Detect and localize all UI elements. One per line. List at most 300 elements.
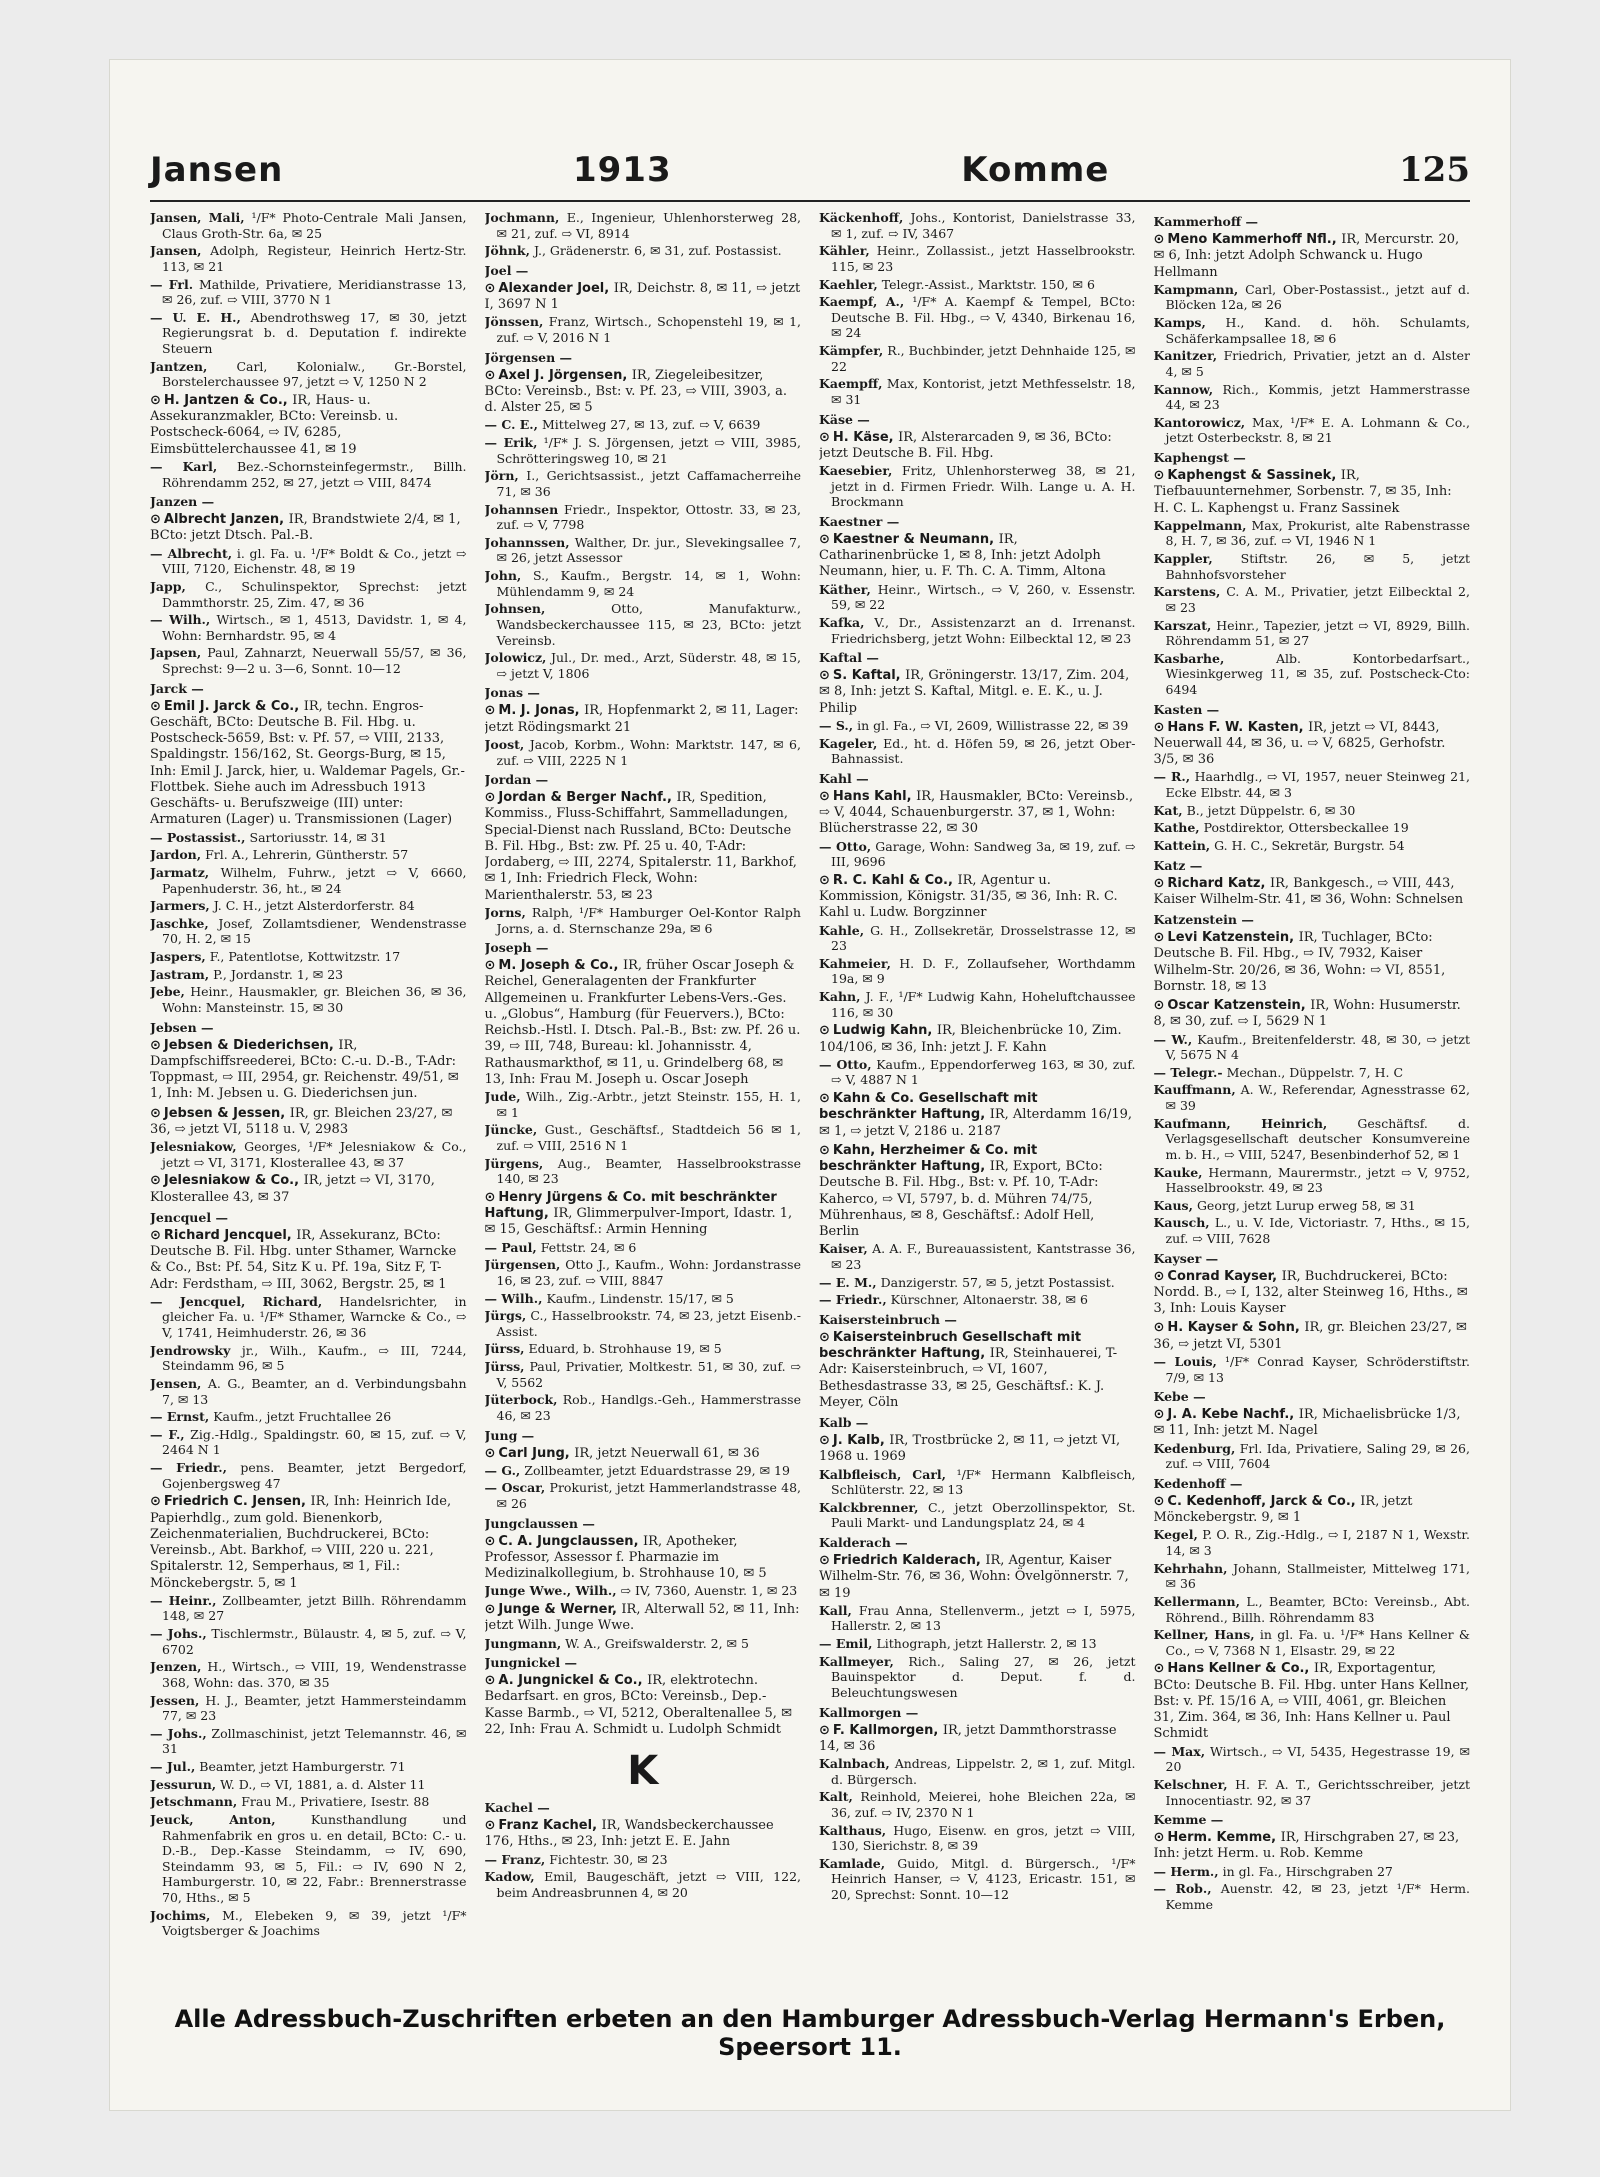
entry-name: Kaempff, bbox=[819, 376, 883, 392]
directory-entry bbox=[150, 1659, 467, 1690]
entry-text: Heinr., Tapezier, jetzt ⇨ VI, 8929, Billh. Röhrendamm 51, ✉ 27 bbox=[1165, 617, 1470, 649]
entry-name: Kaesebier, bbox=[819, 463, 893, 478]
entry-text: Zig.-Hdlg., Spaldingstr. 60, ✉ 15, zuf. ⇨ V, 2464 N 1 bbox=[162, 1426, 467, 1458]
entry-name: M. J. Jonas, bbox=[498, 703, 580, 719]
directory-entry bbox=[150, 865, 467, 896]
firm-marker-icon: ⊙ bbox=[150, 1227, 161, 1243]
entry-name: Kahn & Co. Gesellschaft mit beschränkter Haftung, bbox=[819, 1091, 1038, 1123]
firm-marker-icon: ⊙ bbox=[819, 1091, 830, 1106]
entry-name: Franz Kachel, bbox=[498, 1818, 598, 1834]
entry-name: — Otto, bbox=[819, 1056, 872, 1072]
firm-marker-icon: ⊙ bbox=[819, 1329, 830, 1345]
entry-name: Kappler, bbox=[1153, 551, 1213, 566]
entry-name: — G., bbox=[484, 1462, 521, 1478]
entry-text: ⇨ IV, 7360, Auenstr. 1, ✉ 23 bbox=[620, 1583, 798, 1599]
entry-text: IR, Exportagentur, BCto: Deutsche B. Fil. Hbg. unter Hans Kellner, Bst: v. Pf. 15/16 A, ⇨ VIII, 4061, gr. Bleichen 31, Zim. 364, ✉ 36, Inh: Hans Kellner u. Paul Schmidt bbox=[1153, 1661, 1469, 1742]
entry-text: Johann, Stallmeister, Mittelweg 171, ✉ 36 bbox=[1165, 1560, 1470, 1592]
directory-entry bbox=[819, 923, 1136, 954]
entry-text: Fritz, Uhlenhorsterweg 38, ✉ 21, jetzt in d. Firmen Friedr. Wilh. Lange u. A. H. Brockmann bbox=[831, 463, 1136, 510]
directory-entry bbox=[150, 984, 467, 1015]
entry-text: H., Wirtsch., ⇨ VIII, 19, Wendenstrasse 368, Wohn: das. 370, ✉ 35 bbox=[162, 1659, 467, 1690]
entry-name: H. Jantzen & Co., bbox=[163, 392, 288, 408]
firm-entry bbox=[1154, 720, 1471, 769]
entry-text: Sartoriusstr. 14, ✉ 31 bbox=[249, 829, 387, 845]
entry-text: IR, Spedition, Kommiss., Fluss-Schiffahrt, Sammelladungen, Special-Dienst nach Russland, BCto: Deutsche B. Fil. Hbg., Bst: zw. Pf. 25 u. 40, T-Adr: Jordaberg, ⇨ III, 2274, Spitalerstr. 11, Barkhof, ✉ 1, Inh: Friedrich Fleck, Wohn: Marienthalerstr. 53, ✉ 23 bbox=[484, 790, 797, 903]
entry-text: ¹/F* J. S. Jörgensen, jetzt ⇨ VIII, 3985, Schrötteringsweg 10, ✉ 21 bbox=[496, 435, 801, 466]
entry-text: Paul, Zahnarzt, Neuerwall 55/57, ✉ 36, Sprechst: 9—2 u. 3—6, Sonnt. 10—12 bbox=[162, 645, 467, 676]
surname-heading: Katz — bbox=[1153, 857, 1203, 873]
entry-text: A. G., Beamter, an d. Verbindungsbahn 7, ✉ 13 bbox=[162, 1375, 467, 1407]
entry-name: Kannow, bbox=[1153, 381, 1214, 397]
entry-text: G. H. C., Sekretär, Burgstr. 54 bbox=[1214, 837, 1405, 853]
entry-name: Japp, bbox=[150, 578, 186, 594]
directory-entry bbox=[819, 1856, 1136, 1903]
entry-name: — W., bbox=[1153, 1031, 1193, 1047]
entry-text: Fichtestr. 30, ✉ 23 bbox=[549, 1851, 668, 1867]
entry-name: Herm. Kemme, bbox=[1167, 1830, 1277, 1846]
directory-entry bbox=[1154, 518, 1471, 549]
entry-name: Jarmers, bbox=[150, 898, 210, 914]
entry-text: Max, Kontorist, jetzt Methfesselstr. 18, ✉ 31 bbox=[831, 376, 1136, 407]
entry-name: Johannsen bbox=[484, 501, 559, 517]
entry-name: — Ernst, bbox=[150, 1409, 210, 1425]
entry-text: IR, jetzt Neuerwall 61, ✉ 36 bbox=[574, 1445, 760, 1461]
entry-name: Kalbfleisch, Carl, bbox=[819, 1466, 947, 1482]
directory-entry bbox=[485, 210, 802, 241]
entry-name: Kantorowicz, bbox=[1153, 414, 1246, 430]
directory-entry bbox=[1154, 1165, 1471, 1196]
entry-text: IR, Apotheker, Professor, Assessor f. Pharmazie im Medizinalkollegium, b. Strohhause 10, ✉ 5 bbox=[484, 1533, 767, 1582]
directory-entry bbox=[1154, 838, 1471, 854]
entry-name: — Rob., bbox=[1153, 1881, 1212, 1897]
entry-text: Andreas, Lippelstr. 2, ✉ 1, zuf. Mitgl. d. Bürgersch. bbox=[831, 1756, 1136, 1787]
entry-text: IR, techn. Engros-Geschäft, BCto: Deutsche B. Fil. Hbg. u. Postscheck-5659, Bst: v. Pf. 57, ⇨ VIII, 2133, Spaldingstr. 156/162, St. Georgs-Burg, ✉ 15, Inh: Emil J. Jarck, hier, u. Waldemar Pagels, Gr.-Flottbek. Siehe auch im Adressbuch 1913 Geschäfts- u. Berufszweige (III) unter: Armaturen (Lager) u. Transmissionen (Lager) bbox=[150, 698, 465, 828]
entry-name: Kaestner & Neumann, bbox=[832, 531, 995, 547]
entry-name: Ludwig Kahn, bbox=[832, 1023, 933, 1039]
entry-name: Richard Jencquel, bbox=[163, 1227, 292, 1243]
entry-text: Rich., Kommis, jetzt Hammerstrasse 44, ✉ 23 bbox=[1165, 381, 1470, 413]
directory-entry bbox=[819, 243, 1136, 274]
entry-name: Junge Wwe., Wilh., bbox=[484, 1583, 617, 1599]
surname-heading: Kaphengst — bbox=[1153, 450, 1246, 465]
firm-marker-icon: ⊙ bbox=[819, 872, 830, 888]
directory-entry bbox=[150, 1908, 467, 1939]
entry-name: Levi Katzenstein, bbox=[1167, 930, 1295, 945]
entry-name: Jochmann, bbox=[484, 210, 560, 225]
entry-name: Richard Katz, bbox=[1167, 875, 1266, 891]
directory-entry bbox=[150, 579, 467, 610]
entry-text: P. O. R., Zig.-Hdlg., ⇨ I, 2187 N 1, Wexstr. 14, ✉ 3 bbox=[1165, 1527, 1470, 1558]
entry-text: H., Kand. d. höh. Schulamts, Schäferkampsallee 18, ✉ 6 bbox=[1165, 315, 1470, 346]
entry-text: Franz, Wirtsch., Schopenstehl 19, ✉ 1, zuf. ⇨ V, 2016 N 1 bbox=[496, 314, 801, 345]
entry-text: E., Ingenieur, Uhlenhorsterweg 28, ✉ 21, zuf. ⇨ VI, 8914 bbox=[496, 210, 801, 241]
entry-name: Kellermann, bbox=[1153, 1593, 1240, 1609]
firm-marker-icon: ⊙ bbox=[1153, 1830, 1165, 1846]
entry-text: in gl. Fa. u. ¹/F* Hans Kellner & Co., ⇨ V, 7368 N 1, Elsastr. 29, ✉ 22 bbox=[1165, 1627, 1470, 1658]
entry-text: ¹/F* Photo-Centrale Mali Jansen, Claus Groth-Str. 6a, ✉ 25 bbox=[162, 210, 467, 241]
firm-marker-icon: ⊙ bbox=[1153, 468, 1165, 483]
entry-name: Kämpfer, bbox=[819, 343, 884, 358]
section-letter: K bbox=[627, 1748, 659, 1795]
entry-name: Jude, bbox=[484, 1089, 521, 1105]
entry-text: C. A. M., Privatier, jetzt Eilbecktal 2, ✉ 23 bbox=[1165, 584, 1470, 615]
entry-name: — Herm., bbox=[1153, 1863, 1219, 1879]
entry-text: Friedr., Inspektor, Ottostr. 33, ✉ 23, zuf. ⇨ V, 7798 bbox=[496, 501, 801, 533]
entry-text: W. A., Greifswalderstr. 2, ✉ 5 bbox=[565, 1635, 749, 1651]
firm-entry bbox=[1154, 1830, 1471, 1863]
entry-name: Kaiser, bbox=[819, 1241, 868, 1257]
entry-text: Danzigerstr. 57, ✉ 5, jetzt Postassist. bbox=[880, 1274, 1115, 1290]
surname-heading: Jarck — bbox=[150, 680, 204, 696]
directory-entry bbox=[819, 582, 1136, 613]
firm-entry bbox=[485, 1602, 802, 1635]
entry-text: IR, Catharinenbrücke 1, ✉ 8, Inh: jetzt Adolph Neumann, hier, u. F. Th. C. A. Timm, Altona bbox=[819, 531, 1106, 580]
page-number: 125 bbox=[1399, 150, 1470, 190]
directory-entry bbox=[485, 1480, 802, 1511]
entry-text: IR, Alterdamm 16/19, ✉ 1, ⇨ jetzt V, 2186 u. 2187 bbox=[819, 1107, 1133, 1139]
entry-text: Kaufm., jetzt Fruchtallee 26 bbox=[213, 1409, 392, 1425]
directory-entry bbox=[485, 1852, 802, 1868]
directory-entry bbox=[1154, 1777, 1471, 1808]
directory-entry bbox=[485, 314, 802, 345]
entry-text: IR, Tiefbauunternehmer, Sorbenstr. 7, ✉ 35, Inh: H. C. L. Kaphengst u. Franz Sassinek bbox=[1153, 468, 1452, 516]
entry-text: B., jetzt Düppelstr. 6, ✉ 30 bbox=[1186, 802, 1356, 818]
entry-text: Kaufm., Eppendorferweg 163, ✉ 30, zuf. ⇨ V, 4887 N 1 bbox=[831, 1056, 1136, 1088]
directory-entry bbox=[1154, 803, 1471, 819]
directory-entry bbox=[819, 989, 1136, 1020]
entry-name: Kaempf, A., bbox=[819, 294, 905, 310]
entry-name: Kauffmann, bbox=[1153, 1082, 1236, 1098]
directory-entry bbox=[485, 650, 802, 681]
surname-heading: Kammerhoff — bbox=[1153, 214, 1258, 229]
directory-entry bbox=[1154, 769, 1471, 800]
entry-name: Hans Kellner & Co., bbox=[1167, 1661, 1310, 1677]
entry-text: Rob., Handlgs.-Geh., Hammerstrasse 46, ✉ 23 bbox=[496, 1392, 801, 1423]
entry-name: Jetschmann, bbox=[150, 1794, 238, 1810]
entry-text: V., Dr., Assistenzarzt an d. Irrenanst. Friedrichsberg, jetzt Wohn: Eilbecktal 12, ✉ 23 bbox=[831, 614, 1136, 646]
entry-text: Zollmaschinist, jetzt Telemannstr. 46, ✉ 31 bbox=[162, 1725, 467, 1757]
entry-name: — R., bbox=[1153, 769, 1191, 785]
directory-entry bbox=[485, 1359, 802, 1390]
firm-marker-icon: ⊙ bbox=[819, 429, 830, 445]
directory-entry bbox=[1154, 551, 1471, 582]
firm-entry bbox=[485, 1818, 802, 1851]
directory-entry bbox=[819, 1467, 1136, 1498]
entry-text: IR, Inh: Heinrich Ide, Papierhdlg., zum gold. Bienenkorb, Zeichenmaterialien, Buchdruckerei, BCto: Vereinsb., Abt. Barkhof, ⇨ VIII, 220 u. 221, Spitalerstr. 12, Semperhaus, ✉ 1, Fil.: Mönckebergstr. 5, ✉ 1 bbox=[150, 1494, 452, 1591]
entry-name: Jürss, bbox=[484, 1341, 525, 1357]
directory-entry bbox=[485, 568, 802, 599]
entry-text: Ed., ht. d. Höfen 59, ✉ 26, jetzt Ober-Bahnassist. bbox=[831, 735, 1136, 767]
entry-text: IR, Alterwall 52, ✉ 11, Inh: jetzt Wilh. Junge Wwe. bbox=[484, 1602, 800, 1634]
directory-entry bbox=[150, 459, 467, 490]
entry-name: Japsen, bbox=[150, 645, 202, 661]
entry-name: Karstens, bbox=[1153, 584, 1221, 600]
entry-name: Emil J. Jarck & Co., bbox=[163, 698, 300, 714]
directory-entry bbox=[150, 967, 467, 983]
entry-text: IR, Bleichenbrücke 10, Zim. 104/106, ✉ 36, Inh: jetzt J. F. Kahn bbox=[819, 1023, 1122, 1055]
directory-entry bbox=[150, 1726, 467, 1757]
entry-name: Kattein, bbox=[1153, 837, 1211, 853]
entry-text: Georg, jetzt Lurup erweg 58, ✉ 31 bbox=[1196, 1197, 1416, 1213]
entry-name: Kellner, Hans, bbox=[1153, 1627, 1255, 1643]
firm-entry bbox=[485, 1446, 802, 1462]
entry-text: Hugo, Eisenw. en gros, jetzt ⇨ VIII, 130, Sierichstr. 8, ✉ 39 bbox=[831, 1822, 1136, 1854]
entry-name: — Emil, bbox=[819, 1636, 873, 1651]
directory-entry bbox=[150, 830, 467, 846]
surname-heading: Jungnickel — bbox=[484, 1655, 577, 1671]
firm-entry bbox=[150, 1173, 467, 1206]
firm-entry bbox=[819, 1143, 1136, 1241]
entry-name: — S., bbox=[819, 717, 854, 733]
entry-text: in gl. Fa., ⇨ VI, 2609, Willistrasse 22, ✉ 39 bbox=[857, 717, 1129, 733]
entry-text: IR, Agentur, Kaiser Wilhelm-Str. 76, ✉ 36, Wohn: Övelgönnerstr. 7, ✉ 19 bbox=[819, 1553, 1129, 1601]
entry-name: S. Kaftal, bbox=[832, 668, 901, 684]
directory-entry bbox=[150, 359, 467, 390]
firm-marker-icon: ⊙ bbox=[819, 1553, 830, 1568]
entry-text: IR, jetzt ⇨ VI, 8443, Neuerwall 44, ✉ 36, u. ⇨ V, 6825, Gerhofstr. 3/5, ✉ 36 bbox=[1153, 719, 1446, 768]
entry-name: Friedrich C. Jensen, bbox=[163, 1494, 306, 1510]
entry-name: Jüterbock, bbox=[484, 1392, 558, 1408]
entry-name: — Oscar, bbox=[484, 1480, 546, 1496]
directory-page bbox=[110, 60, 1510, 2110]
firm-marker-icon: ⊙ bbox=[484, 790, 496, 806]
entry-text: IR, Ziegeleibesitzer, BCto: Vereinsb., Bst: v. Pf. 23, ⇨ VIII, 3903, a. d. Alster 25, ✉ 5 bbox=[484, 367, 788, 416]
firm-entry bbox=[819, 430, 1136, 463]
firm-marker-icon: ⊙ bbox=[150, 1173, 161, 1189]
firm-entry bbox=[1154, 876, 1471, 909]
entry-text: F., Patentlotse, Kottwitzstr. 17 bbox=[209, 949, 401, 964]
surname-heading: Kahl — bbox=[819, 770, 869, 786]
entry-text: IR, gr. Bleichen 23/27, ✉ 36, ⇨ jetzt VI, 5301 bbox=[1153, 1320, 1467, 1352]
entry-text: A. W., Referendar, Agnesstrasse 62, ✉ 39 bbox=[1165, 1082, 1470, 1113]
surname-heading: Jungclaussen — bbox=[484, 1515, 595, 1531]
entry-name: Kahmeier, bbox=[819, 955, 891, 971]
entry-text: Gust., Geschäftsf., Stadtdeich 56 ✉ 1, zuf. ⇨ VIII, 2516 N 1 bbox=[496, 1122, 801, 1153]
entry-name: Kedenburg, bbox=[1153, 1440, 1236, 1456]
entry-name: Jaspers, bbox=[150, 949, 206, 964]
directory-entry bbox=[150, 1294, 467, 1341]
directory-entry bbox=[485, 468, 802, 499]
firm-marker-icon: ⊙ bbox=[484, 280, 496, 296]
entry-text: P., Jordanstr. 1, ✉ 23 bbox=[213, 966, 344, 982]
entry-name: H. Kayser & Sohn, bbox=[1167, 1320, 1300, 1336]
entry-text: Emil, Baugeschäft, jetzt ⇨ VIII, 122, beim Andreasbrunnen 4, ✉ 20 bbox=[496, 1869, 801, 1900]
entry-text: IR, Bankgesch., ⇨ VIII, 443, Kaiser Wilhelm-Str. 41, ✉ 36, Wohn: Schnelsen bbox=[1153, 875, 1464, 907]
entry-text: IR, Glimmerpulver-Import, Idastr. 1, ✉ 15, Geschäftsf.: Armin Henning bbox=[484, 1206, 793, 1238]
firm-marker-icon: ⊙ bbox=[1153, 1320, 1165, 1336]
entry-text: Kunsthandlung und Rahmenfabrik en gros u. en detail, BCto: C.- u. D.-B., Dep.-Kasse Steindamm, ⇨ IV, 690, Steindamm 93, ✉ 5, Fil.: ⇨ IV, 690 N 2, Hamburgerstr. 10, ✉ 22, Fabr.: Brennerstrasse 70, Hths., ✉ 5 bbox=[162, 1811, 467, 1905]
entry-name: Hans Kahl, bbox=[832, 788, 912, 804]
directory-entry bbox=[1154, 415, 1471, 446]
entry-text: Kürschner, Altonaerstr. 38, ✉ 6 bbox=[890, 1292, 1088, 1308]
entry-name: — Karl, bbox=[150, 458, 218, 474]
firm-marker-icon: ⊙ bbox=[484, 1602, 496, 1617]
surname-heading: Joseph — bbox=[484, 940, 549, 956]
column-4 bbox=[1154, 210, 1471, 1990]
entry-name: Karszat, bbox=[1153, 617, 1212, 633]
entry-text: ¹/F* Hermann Kalbfleisch, Schlüterstr. 22, ✉ 13 bbox=[831, 1466, 1136, 1498]
directory-entry bbox=[819, 615, 1136, 646]
directory-entry bbox=[485, 1636, 802, 1652]
entry-name: Jardon, bbox=[150, 847, 202, 863]
directory-entry bbox=[150, 546, 467, 577]
firm-entry bbox=[1154, 232, 1471, 281]
entry-text: IR, Hirschgraben 27, ✉ 23, Inh: jetzt Herm. u. Rob. Kemme bbox=[1153, 1830, 1460, 1862]
entry-name: Carl Jung, bbox=[498, 1445, 570, 1461]
directory-entry bbox=[819, 956, 1136, 987]
entry-name: Jelesniakow, bbox=[150, 1139, 237, 1154]
surname-heading: Kayser — bbox=[1153, 1250, 1219, 1266]
firm-marker-icon: ⊙ bbox=[819, 788, 830, 804]
firm-marker-icon: ⊙ bbox=[150, 1105, 161, 1121]
header-right-keyword: Komme bbox=[961, 150, 1110, 190]
firm-entry bbox=[485, 790, 802, 904]
entry-text: Lithograph, jetzt Hallerstr. 2, ✉ 13 bbox=[876, 1636, 1097, 1651]
entry-text: ¹/F* A. Kaempf & Tempel, BCto: Deutsche B. Fil. Hbg., ⇨ V, 4340, Birkenau 16, ✉ 24 bbox=[831, 294, 1136, 341]
firm-entry bbox=[1154, 1661, 1471, 1742]
directory-entry bbox=[485, 1291, 802, 1307]
directory-entry bbox=[485, 435, 802, 466]
firm-entry bbox=[819, 1091, 1136, 1140]
directory-entry bbox=[485, 1869, 802, 1900]
directory-entry bbox=[819, 1241, 1136, 1272]
entry-name: H. Käse, bbox=[832, 429, 894, 445]
directory-entry bbox=[819, 1823, 1136, 1854]
entry-name: Jebsen & Diederichsen, bbox=[163, 1037, 334, 1053]
directory-entry bbox=[150, 1427, 467, 1458]
entry-name: Jürgens, bbox=[484, 1155, 544, 1171]
entry-name: Jantzen, bbox=[150, 358, 208, 374]
entry-name: Oscar Katzenstein, bbox=[1167, 998, 1306, 1013]
directory-entry bbox=[485, 243, 802, 259]
entry-text: Carl, Ober-Postassist., jetzt auf d. Blöcken 12a, ✉ 26 bbox=[1165, 281, 1470, 313]
directory-entry bbox=[150, 898, 467, 914]
entry-name: — Jul., bbox=[150, 1759, 196, 1774]
firm-marker-icon: ⊙ bbox=[484, 1533, 496, 1549]
directory-entry bbox=[485, 417, 802, 433]
entry-text: Heinr., Hausmakler, gr. Bleichen 36, ✉ 36, Wohn: Mansteinstr. 15, ✉ 30 bbox=[162, 984, 467, 1015]
firm-marker-icon: ⊙ bbox=[819, 1433, 830, 1448]
firm-marker-icon: ⊙ bbox=[484, 1673, 496, 1689]
entry-text: IR, jetzt ⇨ VI, 3170, Klosterallee 43, ✉ 37 bbox=[150, 1173, 435, 1205]
entry-text: J., Grädenerstr. 6, ✉ 31, zuf. Postassist. bbox=[533, 243, 782, 259]
directory-entry bbox=[150, 1626, 467, 1657]
entry-text: Stiftstr. 26, ✉ 5, jetzt Bahnhofsvorsteher bbox=[1165, 551, 1470, 582]
entry-name: Jenzen, bbox=[150, 1659, 202, 1675]
entry-text: C., Schulinspektor, Sprechst: jetzt Dammthorstr. 25, Zim. 47, ✉ 36 bbox=[162, 578, 467, 610]
entry-text: Johs., Kontorist, Danielstrasse 33, ✉ 1, zuf. ⇨ IV, 3467 bbox=[831, 210, 1136, 241]
entry-name: — Telegr.- bbox=[1153, 1064, 1223, 1080]
directory-entry bbox=[485, 601, 802, 648]
entry-text: Friedrich, Privatier, jetzt an d. Alster 4, ✉ 5 bbox=[1165, 348, 1470, 379]
surname-heading: Jordan — bbox=[484, 772, 549, 788]
entry-text: Telegr.-Assist., Marktstr. 150, ✉ 6 bbox=[881, 276, 1095, 292]
entry-text: IR, früher Oscar Joseph & Reichel, Generalagenten der Frankfurter Allgemeinen u. Frankfurter Lebens-Vers.-Ges. u. „Globus“, Hamburg (für Feuervers.), BCto: Reichsb.-Hstl. I. Dtsch. Pal.-B., Bst: zw. Pf. 26 u. 39, ⇨ III, 748, Bureau: kl. Johannisstr. 4, Rathausmarkthof, ✉ 11, u. Grindelberg 68, ✉ 13, Inh: Frau M. Joseph u. Oscar Joseph bbox=[484, 958, 801, 1087]
directory-entry bbox=[1154, 1082, 1471, 1113]
firm-marker-icon: ⊙ bbox=[150, 512, 161, 528]
entry-text: Tischlermstr., Bülaustr. 4, ✉ 5, zuf. ⇨ V, 6702 bbox=[162, 1626, 467, 1657]
directory-entry bbox=[819, 736, 1136, 767]
entry-text: Mathilde, Privatiere, Meridianstrasse 13, ✉ 26, zuf. ⇨ VIII, 3770 N 1 bbox=[162, 276, 467, 308]
firm-marker-icon: ⊙ bbox=[150, 392, 161, 408]
entry-name: — Friedr., bbox=[819, 1292, 887, 1308]
entry-text: M., Elebeken 9, ✉ 39, jetzt ¹/F* Voigtsberger & Joachims bbox=[162, 1907, 467, 1939]
directory-entry bbox=[1154, 618, 1471, 649]
entry-name: Kauke, bbox=[1153, 1164, 1203, 1180]
firm-marker-icon: ⊙ bbox=[150, 1037, 161, 1053]
entry-name: Jastram, bbox=[150, 966, 210, 982]
directory-entry bbox=[819, 1654, 1136, 1701]
directory-entry bbox=[819, 1500, 1136, 1531]
entry-text: Max, ¹/F* E. A. Lohmann & Co., jetzt Osterbeckstr. 8, ✉ 21 bbox=[1165, 414, 1470, 446]
directory-entry bbox=[150, 210, 467, 241]
entry-name: Jungmann, bbox=[484, 1635, 562, 1651]
firm-entry bbox=[1154, 1494, 1471, 1527]
directory-entry bbox=[150, 310, 467, 357]
entry-text: Zollbeamter, jetzt Billh. Röhrendamm 148, ✉ 27 bbox=[162, 1592, 467, 1624]
surname-heading: Kallmorgen — bbox=[819, 1704, 919, 1720]
firm-entry bbox=[1154, 930, 1471, 995]
firm-marker-icon: ⊙ bbox=[150, 698, 161, 714]
entry-name: Kaisersteinbruch Gesellschaft mit beschränkter Haftung, bbox=[819, 1329, 1082, 1361]
entry-text: A. A. F., Bureauassistent, Kantstrasse 36, ✉ 23 bbox=[831, 1241, 1136, 1272]
entry-name: Axel J. Jörgensen, bbox=[498, 367, 628, 383]
entry-name: Kat, bbox=[1153, 802, 1183, 818]
firm-entry bbox=[819, 1723, 1136, 1756]
entry-text: Mittelweg 27, ✉ 13, zuf. ⇨ V, 6639 bbox=[542, 417, 761, 433]
entry-name: Kageler, bbox=[819, 735, 878, 751]
firm-marker-icon: ⊙ bbox=[1153, 930, 1165, 945]
directory-entry bbox=[485, 1257, 802, 1288]
entry-name: — Otto, bbox=[819, 838, 872, 854]
surname-heading: Jung — bbox=[484, 1427, 535, 1443]
surname-heading: Kedenhoff — bbox=[1153, 1475, 1243, 1491]
entry-name: Jochims, bbox=[150, 1907, 211, 1923]
entry-name: — Postassist., bbox=[150, 829, 246, 845]
entry-text: Geschäftsf. d. Verlagsgesellschaft deutscher Konsumvereine m. b. H., ⇨ VIII, 5247, Besenbinderhof 52, ✉ 1 bbox=[1165, 1115, 1470, 1162]
firm-marker-icon: ⊙ bbox=[1153, 998, 1165, 1013]
entry-name: A. Jungnickel & Co., bbox=[498, 1673, 643, 1689]
entry-name: Kathe, bbox=[1153, 820, 1200, 836]
firm-marker-icon: ⊙ bbox=[484, 958, 496, 974]
entry-text: J. C. H., jetzt Alsterdorferstr. 84 bbox=[213, 898, 415, 914]
directory-entry bbox=[819, 277, 1136, 293]
entry-name: F. Kallmorgen, bbox=[832, 1722, 939, 1738]
entry-name: Kamlade, bbox=[819, 1855, 886, 1871]
entry-text: Wirtsch., ⇨ VI, 5435, Hegestrasse 19, ✉ 20 bbox=[1165, 1743, 1470, 1775]
entry-text: IR, Hausmakler, BCto: Vereinsb., ⇨ V, 4044, Schauenburgerstr. 37, ✉ 1, Wohn: Blücherstrasse 22, ✉ 30 bbox=[819, 788, 1134, 837]
entry-name: Johnsen, bbox=[484, 601, 546, 617]
firm-entry bbox=[1154, 1407, 1471, 1440]
entry-text: Paul, Privatier, Moltkestr. 51, ✉ 30, zuf. ⇨ V, 5562 bbox=[496, 1359, 801, 1390]
entry-text: Wirtsch., ✉ 1, 4513, Davidstr. 1, ✉ 4, Wohn: Bernhardstr. 95, ✉ 4 bbox=[162, 612, 467, 643]
directory-entry bbox=[1154, 1744, 1471, 1775]
firm-entry bbox=[150, 1038, 467, 1103]
entry-text: Postdirektor, Ottersbeckallee 19 bbox=[1203, 820, 1409, 836]
entry-text: IR, Michaelisbrücke 1/3, ✉ 11, Inh: jetzt M. Nagel bbox=[1153, 1407, 1461, 1439]
surname-heading: Kaftal — bbox=[819, 650, 879, 666]
surname-heading: Käse — bbox=[819, 411, 870, 427]
entry-name: Jöhnk, bbox=[484, 243, 530, 259]
surname-heading: Kebe — bbox=[1153, 1389, 1206, 1405]
directory-entry bbox=[1154, 348, 1471, 379]
entry-text: L., u. V. Ide, Victoriastr. 7, Hths., ✉ 15, zuf. ⇨ VIII, 7628 bbox=[1165, 1215, 1470, 1246]
entry-name: Käther, bbox=[819, 581, 871, 597]
directory-entry bbox=[150, 1409, 467, 1425]
entry-text: IR, Mercurstr. 20, ✉ 6, Inh: jetzt Adolph Schwanck u. Hugo Hellmann bbox=[1153, 232, 1460, 280]
firm-entry bbox=[150, 699, 467, 829]
surname-heading: Kachel — bbox=[484, 1800, 550, 1816]
